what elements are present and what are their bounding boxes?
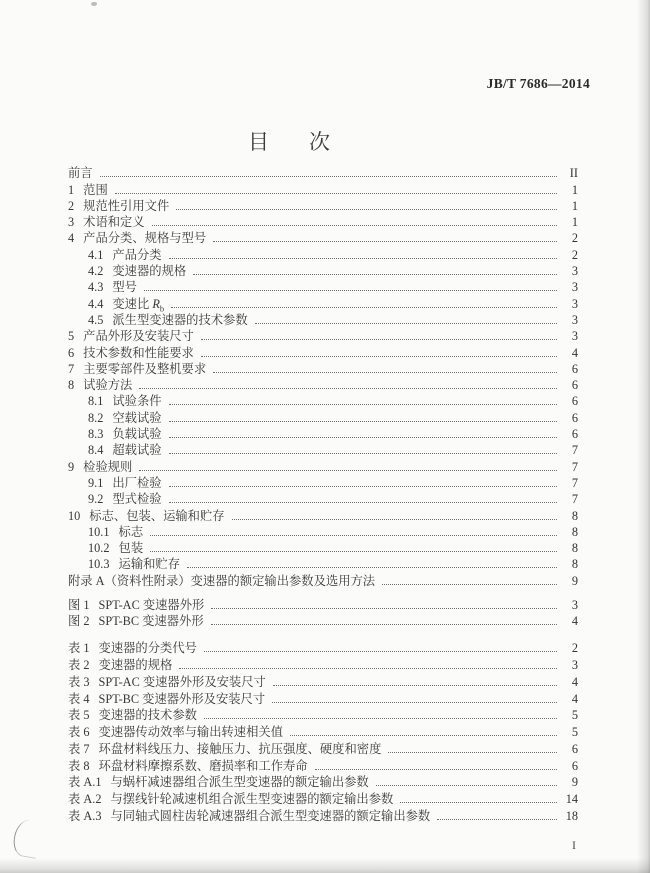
toc-entry-label: 变速器传动效率与输出转速相关值: [98, 725, 283, 740]
dot-leader: [437, 819, 557, 820]
toc-entry-number: 10.1: [88, 524, 110, 539]
dot-leader: [204, 718, 557, 719]
dot-leader: [169, 258, 557, 259]
toc-entry-label: 与同轴式圆柱齿轮减速器组合派生型变速器的额定输出参数: [110, 809, 431, 824]
toc-entry: [68, 294, 578, 314]
toc-entry: [68, 457, 578, 473]
dot-leader: [255, 323, 557, 324]
toc-entry-label: 与摆线针轮减速机组合派生型变速器的额定输出参数: [110, 792, 394, 807]
dot-leader: [211, 624, 557, 625]
toc-entry-label: 派生型变速器的技术参数: [112, 312, 248, 327]
toc-entry: [68, 311, 578, 327]
toc-entry-page: 2: [571, 641, 578, 656]
toc-entry-number: 8.4: [88, 443, 104, 458]
dot-leader: [171, 307, 557, 308]
toc-entry: [68, 539, 578, 555]
dot-leader: [213, 241, 557, 242]
toc-entry-page: 8: [571, 557, 578, 572]
toc-entry-label: 产品分类、规格与型号: [83, 231, 207, 246]
toc-entry-page: 3: [571, 312, 578, 327]
toc-entry-page: 3: [571, 598, 578, 613]
toc-entry-label: 前言: [68, 166, 93, 181]
toc-entry-page: 4: [571, 614, 578, 629]
toc-entry: [68, 343, 578, 359]
toc-entry-number: 4.1: [88, 247, 104, 262]
dot-leader: [193, 274, 557, 275]
toc-entry-page: 7: [571, 475, 578, 490]
toc-entry-page: 2: [571, 247, 578, 262]
toc-entry-label: 变速器的规格: [98, 657, 173, 672]
dot-leader: [388, 752, 557, 753]
toc-entry: [68, 164, 578, 180]
toc-entry-page: 1: [571, 215, 578, 230]
toc-entry-label: 变速器的分类代号: [98, 641, 197, 656]
toc-entry-label: 变速比 $R_b$: [112, 296, 165, 314]
toc-entry-page: 6: [571, 741, 578, 756]
toc-entry-page: 7: [571, 443, 578, 458]
toc-entry-page: 18: [565, 809, 578, 824]
toc-entry: [68, 425, 578, 441]
toc-entry-number: 3: [68, 215, 75, 230]
toc-entry-label: SPT-BC 变速器外形: [98, 614, 204, 629]
toc-entry: [68, 490, 578, 506]
toc-entry-label: 负载试验: [112, 427, 162, 442]
scan-crease-artifact: [11, 818, 42, 859]
toc-entry-label: 试验条件: [112, 394, 162, 409]
scan-speck-artifact: [91, 2, 97, 6]
toc-entry: [68, 376, 578, 392]
toc-entry-page: 9: [571, 775, 578, 790]
toc-entry-number: 表 A.1: [68, 775, 102, 790]
toc-entry: [68, 408, 578, 424]
toc-entry-number: 表 4: [68, 691, 90, 706]
dot-leader: [169, 421, 557, 422]
toc-entry-label: 主要零部件及整机要求: [83, 361, 207, 376]
toc-entry-number: 表 A.2: [68, 792, 102, 807]
dot-leader: [152, 225, 557, 226]
toc-entry: [68, 327, 578, 343]
page-title: [0, 126, 578, 156]
dot-leader: [150, 535, 557, 536]
toc-entry-label: 标志: [118, 524, 144, 539]
toc-entry-number: 表 3: [68, 674, 90, 689]
toc-entry: [68, 773, 578, 790]
dot-leader: [139, 388, 557, 389]
toc-entry-label: SPT-AC 变速器外形及安装尺寸: [98, 674, 266, 689]
dot-leader: [100, 176, 557, 177]
toc-entry-page: 3: [571, 296, 578, 311]
toc-entry-page: 3: [571, 280, 578, 295]
toc-entry-label: 包装: [118, 541, 144, 556]
toc-entry-label: 与蜗杆减速器组合派生型变速器的额定输出参数: [110, 775, 369, 790]
toc-entry: [68, 596, 578, 612]
toc-entry: [68, 523, 578, 539]
dot-leader: [169, 437, 557, 438]
toc-entry-page: 4: [571, 345, 578, 360]
scan-shadow-bottom: [0, 858, 650, 873]
toc-entry: [68, 571, 578, 587]
dot-leader: [376, 785, 557, 786]
toc-entry-page: 7: [571, 459, 578, 474]
toc-entry-label: 型式检验: [112, 492, 162, 507]
toc-entry-number: 5: [68, 329, 75, 344]
toc-entry: [68, 689, 578, 706]
toc-entry-label: 规范性引用文件: [83, 198, 170, 213]
dot-leader: [179, 668, 557, 669]
folio-page-number: I: [572, 838, 576, 852]
toc-entry-page: 4: [571, 691, 578, 706]
toc-entry-label: 超载试验: [112, 443, 162, 458]
page-title-char2: 次: [309, 130, 330, 154]
toc-entry-number: 4: [68, 231, 75, 246]
toc-entry: [68, 262, 578, 278]
toc-entry-page: 14: [565, 792, 578, 807]
dot-leader: [187, 567, 557, 568]
toc-entry: [68, 229, 578, 245]
page-title-char1: 目: [248, 130, 269, 154]
toc-entry-label: 检验规则: [83, 459, 133, 474]
toc-entry-page: 1: [571, 182, 578, 197]
toc-entry-label: 空载试验: [112, 410, 162, 425]
dot-leader: [150, 551, 557, 552]
dot-leader: [273, 685, 557, 686]
toc-section-figures: [68, 596, 578, 629]
toc-entry-page: 6: [571, 427, 578, 442]
toc-entry: [68, 197, 578, 213]
toc-entry: [68, 806, 578, 823]
toc-section-tables: [68, 638, 578, 823]
toc-entry-label: 术语和定义: [83, 215, 145, 230]
toc-entry-label: SPT-AC 变速器外形: [98, 598, 205, 613]
dot-leader: [400, 802, 557, 803]
toc-entry-label: 变速器的规格: [112, 264, 187, 279]
toc-entry-number: 10.3: [88, 557, 110, 572]
dot-leader: [204, 651, 557, 652]
toc-entry-page: 1: [571, 198, 578, 213]
dot-leader: [290, 735, 557, 736]
toc-entry-page: 3: [571, 657, 578, 672]
toc-entry-label: 产品分类: [112, 247, 162, 262]
toc-entry: [68, 655, 578, 672]
toc-entry-number: 4.4: [88, 296, 104, 311]
toc-entry-label: 变速器的技术参数: [98, 708, 197, 723]
toc-entry-label: 产品外形及安装尺寸: [83, 329, 194, 344]
toc-entry-number: 4.3: [88, 280, 104, 295]
toc-entry: [68, 722, 578, 739]
toc-entry-number: 10: [68, 508, 81, 523]
toc-entry-page: 2: [571, 231, 578, 246]
toc-entry-page: 3: [571, 329, 578, 344]
toc-entry-page: 7: [571, 492, 578, 507]
toc-entry-label: 运输和贮存: [118, 557, 181, 572]
toc-entry-number: 8.3: [88, 427, 104, 442]
toc-entry-page: 6: [571, 758, 578, 773]
toc-entry: [68, 612, 578, 628]
scan-shadow-right: [637, 0, 650, 873]
toc-entry-label: 附录 A（资料性附录）变速器的额定输出参数及选用方法: [68, 573, 376, 588]
toc-entry-number: 10.2: [88, 541, 110, 556]
dot-leader: [382, 584, 557, 585]
dot-leader: [213, 372, 557, 373]
dot-leader: [169, 453, 557, 454]
toc-entry-number: 4.2: [88, 264, 104, 279]
toc-entry-label: 试验方法: [83, 378, 133, 393]
toc-entry-number: 9.1: [88, 475, 104, 490]
toc-entry-page: 6: [571, 361, 578, 376]
toc-entry-number: 1: [68, 182, 75, 197]
toc-entry-page: 8: [571, 541, 578, 556]
dot-leader: [115, 193, 557, 194]
toc-entry: [68, 245, 578, 261]
toc-entry: [68, 638, 578, 655]
toc-entry: [68, 213, 578, 229]
toc-entry-number: 表 6: [68, 725, 90, 740]
toc-entry-number: 表 8: [68, 758, 90, 773]
toc-entry-number: 8.1: [88, 394, 104, 409]
toc-entry-number: 9.2: [88, 492, 104, 507]
dot-leader: [201, 339, 557, 340]
toc-entry: [68, 555, 578, 571]
dot-leader: [176, 209, 557, 210]
toc-entry-number: 表 A.3: [68, 809, 102, 824]
dot-leader: [139, 470, 557, 471]
toc-entry-page: 3: [571, 264, 578, 279]
toc-entry-label: 出厂检验: [112, 475, 162, 490]
dot-leader: [211, 608, 557, 609]
toc-entry-number: 8: [68, 378, 75, 393]
dot-leader: [169, 486, 557, 487]
toc-entry-number: 7: [68, 361, 75, 376]
toc-entry: [68, 706, 578, 723]
toc-section-main: [68, 164, 578, 588]
toc-entry-number: 表 2: [68, 657, 90, 672]
toc-entry: [68, 789, 578, 806]
toc-entry-page: 8: [571, 524, 578, 539]
toc-entry: [68, 392, 578, 408]
dot-leader: [169, 502, 557, 503]
toc-entry-number: 表 1: [68, 641, 90, 656]
toc-entry-page: 4: [571, 674, 578, 689]
toc-entry-number: 图 1: [68, 598, 90, 613]
toc-entry-label: SPT-BC 变速器外形及安装尺寸: [98, 691, 266, 706]
toc-entry-page: 8: [571, 508, 578, 523]
toc-entry-number: 2: [68, 198, 75, 213]
table-of-contents: [68, 164, 578, 823]
toc-entry-page: 6: [571, 410, 578, 425]
toc-entry-label: 型号: [112, 280, 137, 295]
toc-entry-page: 6: [571, 394, 578, 409]
toc-entry-label: 环盘材料摩擦系数、磨损率和工作寿命: [98, 758, 308, 773]
toc-entry-number: 9: [68, 459, 75, 474]
toc-entry-number: 4.5: [88, 312, 104, 327]
toc-entry: [68, 739, 578, 756]
toc-entry-label: 技术参数和性能要求: [83, 345, 194, 360]
toc-entry-page: II: [569, 166, 578, 181]
toc-entry-page: 5: [571, 725, 578, 740]
toc-entry-page: 5: [571, 708, 578, 723]
toc-entry-page: 6: [571, 378, 578, 393]
toc-entry-label: 环盘材料线压力、接触压力、抗压强度、硬度和密度: [98, 741, 382, 756]
toc-entry: [68, 441, 578, 457]
dot-leader: [201, 356, 557, 357]
dot-leader: [144, 290, 557, 291]
toc-entry-label: 标志、包装、运输和贮存: [89, 508, 225, 523]
toc-entry: [68, 672, 578, 689]
toc-entry: [68, 360, 578, 376]
toc-entry: [68, 278, 578, 294]
toc-entry: [68, 180, 578, 196]
toc-entry: [68, 506, 578, 522]
toc-entry-number: 表 5: [68, 708, 90, 723]
standard-code: JB/T 7686—2014: [486, 76, 590, 91]
toc-entry-number: 6: [68, 345, 75, 360]
dot-leader: [232, 519, 557, 520]
toc-entry: [68, 756, 578, 773]
toc-entry-number: 图 2: [68, 614, 90, 629]
toc-entry-number: 8.2: [88, 410, 104, 425]
dot-leader: [272, 702, 557, 703]
toc-entry-number: 表 7: [68, 741, 90, 756]
toc-entry-label: 范围: [83, 182, 108, 197]
dot-leader: [169, 404, 557, 405]
toc-entry: [68, 474, 578, 490]
dot-leader: [315, 769, 557, 770]
toc-entry-page: 9: [571, 573, 578, 588]
